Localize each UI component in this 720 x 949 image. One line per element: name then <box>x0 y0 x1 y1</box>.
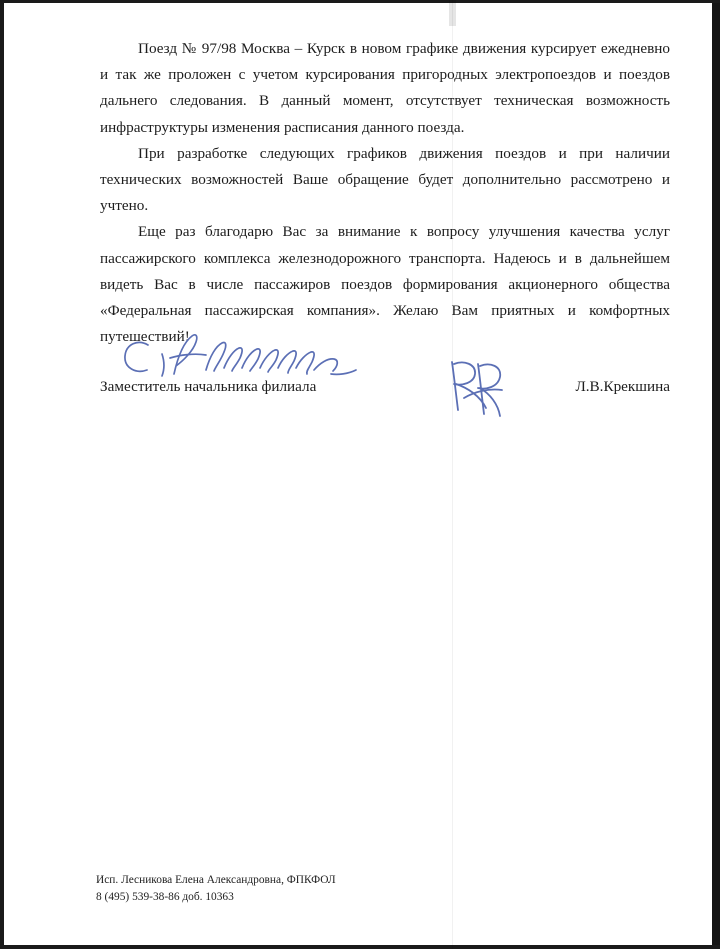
scan-edge-bottom <box>0 945 720 949</box>
signer-name: Л.В.Крекшина <box>575 378 670 395</box>
footer-executor: Исп. Лесникова Елена Александровна, ФПКФОЛ <box>96 874 336 886</box>
signature-block <box>100 378 670 396</box>
paragraph-1: Поезд № 97/98 Москва – Курск в новом графике движения курсирует ежедневно и так же проложен с учетом курсирования пригородных электропоездов и поездов дальнего следования. В данный момент, отсутствует техническая возможность инфраструктуры изменения расписания данного поезда. <box>100 40 670 136</box>
letter-body <box>100 36 670 350</box>
paragraph-2: При разработке следующих графиков движения поездов и при наличии технических возможностей Ваше обращение будет дополнительно рассмотрено и учтено. <box>100 144 670 215</box>
signer-title: Заместитель начальника филиала <box>100 378 317 395</box>
scan-edge-right <box>712 0 720 949</box>
scan-edge-top <box>0 0 720 3</box>
page-fold-mark <box>449 0 456 26</box>
paragraph-3: Еще раз благодарю Вас за внимание к вопросу улучшения качества услуг пассажирского комплекса железнодорожного транспорта. Надеюсь и в дальнейшем видеть Вас в числе пассажиров поездов формирования акционерного общества «Федеральная пассажирская компания». Желаю Вам приятных и комфортных путешествий! <box>100 223 670 346</box>
footer-phone: 8 (495) 539-38-86 доб. 10363 <box>96 890 234 903</box>
document-footer <box>96 872 336 905</box>
scan-edge-left <box>0 0 4 949</box>
